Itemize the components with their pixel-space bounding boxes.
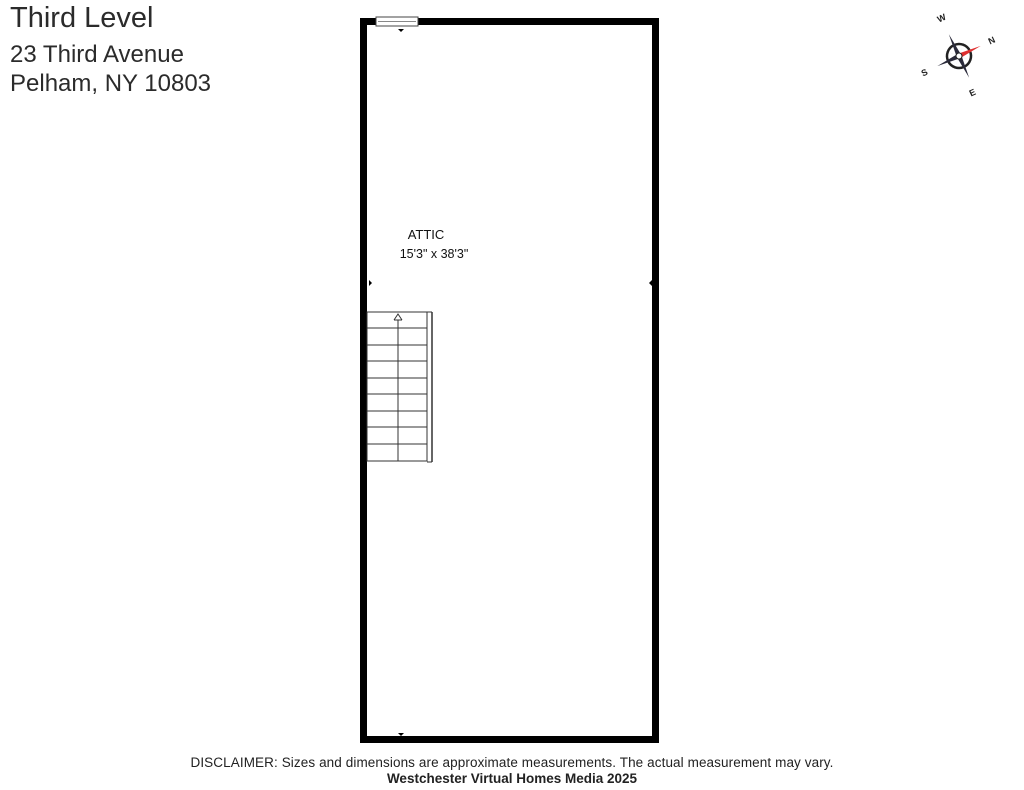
staircase: [367, 312, 432, 462]
compass-label-s: S: [919, 66, 930, 79]
city-state-zip: Pelham, NY 10803: [10, 70, 212, 97]
wall-marker-right: [649, 280, 652, 286]
room-label: ATTIC: [407, 227, 445, 242]
wall-marker-bottom: [398, 733, 404, 736]
compass-rose-icon: [918, 12, 998, 98]
street-address: 23 Third Avenue: [10, 41, 184, 68]
compass-label-n: N: [986, 34, 997, 47]
compass-label-w: W: [935, 12, 948, 25]
disclaimer-text: DISCLAIMER: Sizes and dimensions are approximate measurements. The actual measurement may vary.: [190, 755, 834, 770]
wall-marker-top: [398, 29, 404, 32]
floor-title: Third Level: [10, 2, 154, 34]
credit-text: Westchester Virtual Homes Media 2025: [386, 771, 638, 786]
room-dimensions: 15'3" x 38'3": [399, 247, 469, 261]
compass-label-e: E: [967, 86, 978, 98]
wall-marker-left: [369, 280, 372, 286]
stair-outline: [367, 312, 427, 461]
